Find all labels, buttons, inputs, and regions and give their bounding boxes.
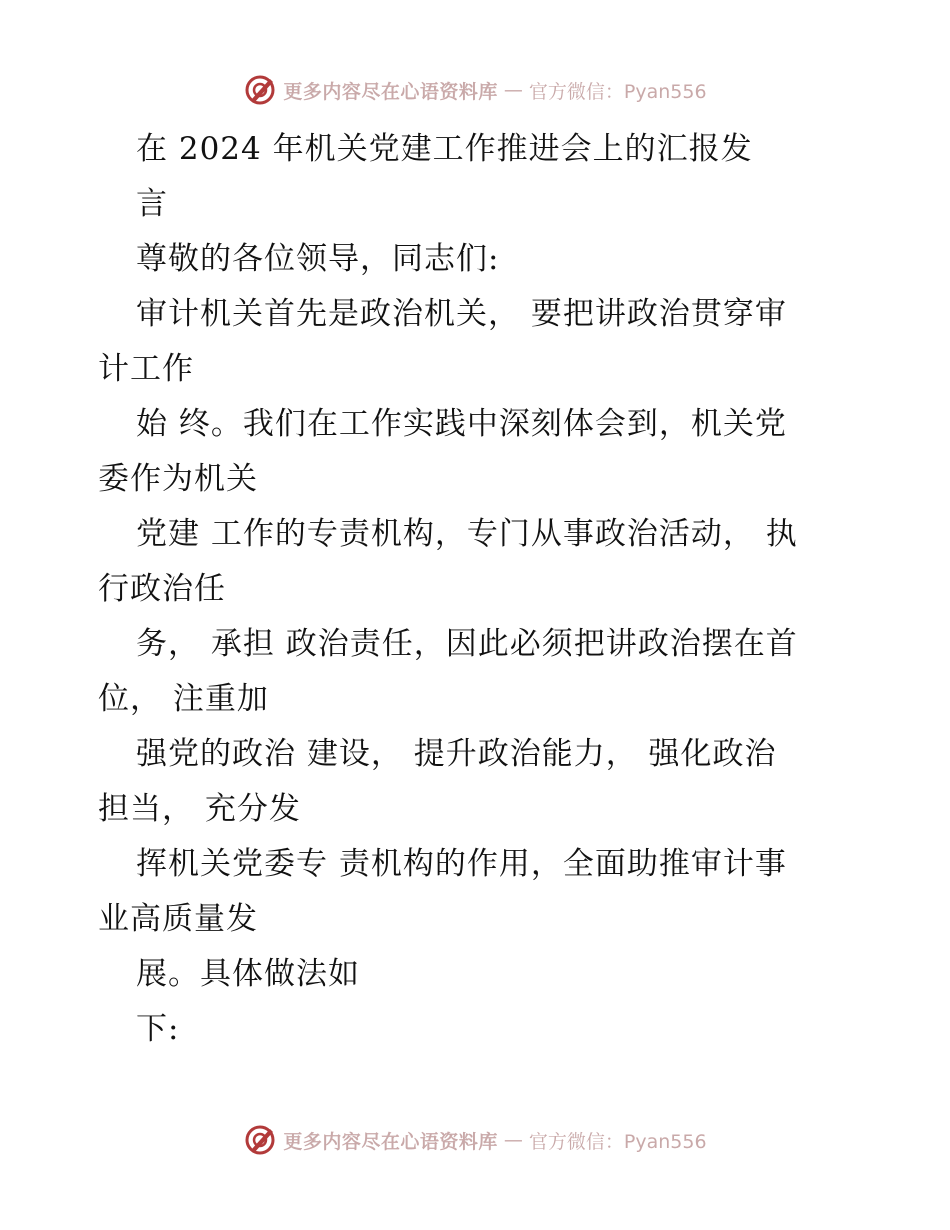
brush-logo-icon [243,73,277,107]
document-line: 审计机关首先是政治机关， 要把讲政治贯穿审 [136,296,787,332]
document-line: 担当， 充分发 [98,791,301,827]
watermark-contact: 官方微信：Pyan556 [528,80,707,103]
document-line: 挥机关党委专 责机构的作用，全面助推审计事 [136,846,787,882]
document-line: 强党的政治 建设， 提升政治能力， 强化政治 [136,736,777,772]
document-line: 委作为机关 [98,461,258,497]
document-line: 党建 工作的专责机构，专门从事政治活动， 执 [136,516,798,552]
document-line: 业高质量发 [98,901,258,937]
document-line: 展。具体做法如 [136,956,360,992]
watermark-contact: 官方微信：Pyan556 [528,1130,707,1153]
watermark-footer [0,1120,950,1160]
document-line: 下: [136,1011,180,1047]
document-line: 言 [136,186,168,222]
document-line: 位， 注重加 [98,681,269,717]
watermark-text: 更多内容尽在心语资料库 [283,1130,498,1153]
document-line: 始 终。我们在工作实践中深刻体会到，机关党 [136,406,787,442]
watermark-separator: — [503,79,523,101]
document-line: 务， 承担 政治责任，因此必须把讲政治摆在首 [136,626,798,662]
document-line: 计工作 [98,351,194,387]
watermark-header [0,70,950,110]
document-line: 行政治任 [98,571,226,607]
document-line: 在 2024 年机关党建工作推进会上的汇报发 [136,131,753,167]
watermark-text: 更多内容尽在心语资料库 [283,80,498,103]
document-body [98,122,858,1057]
document-line: 尊敬的各位领导，同志们: [136,241,500,277]
watermark-separator: — [503,1129,523,1151]
brush-logo-icon [243,1123,277,1157]
